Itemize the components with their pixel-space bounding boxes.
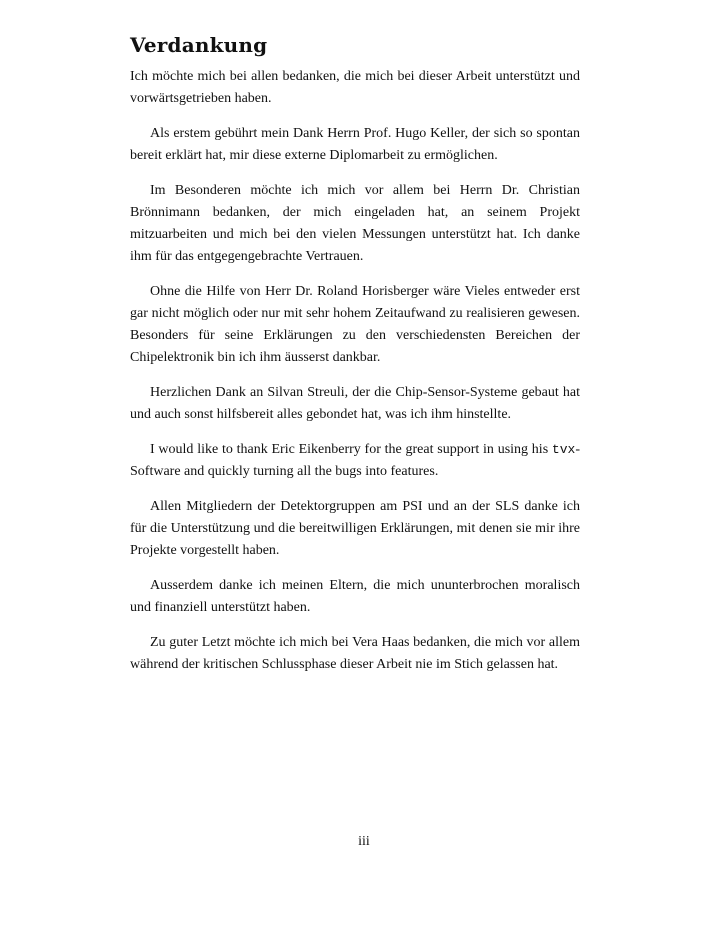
- paragraph-parents: Ausserdem danke ich meinen Eltern, die mich ununterbrochen moralisch und finanziell unterstützt haben.: [130, 578, 580, 615]
- paragraph-eikenberry: [130, 439, 580, 483]
- paragraph-haas: Zu guter Letzt möchte ich mich bei Vera Haas bedanken, die mich vor allem während der kritischen Schlussphase dieser Arbeit nie im Stich gelassen hat.: [130, 635, 580, 672]
- paragraph-horisberger: Ohne die Hilfe von Herr Dr. Roland Horisberger wäre Vieles entweder erst gar nicht möglich oder nur mit sehr hohem Zeitaufwand zu realisieren gewesen. Besonders für seine Erklärungen zu den verschiedensten Bereichen der Chipelektronik bin ich ihm äusserst dankbar.: [130, 284, 580, 365]
- paragraph-eikenberry-text-before: I would like to thank Eric Eikenberry for the great support in using his: [150, 442, 552, 457]
- document-page: [130, 28, 580, 676]
- software-name: tvx: [551, 442, 576, 457]
- paragraph-detector-groups: Allen Mitgliedern der Detektorgruppen am PSI und an der SLS danke ich für die Unterstützung und die bereitwilligen Erklärungen, mit denen sie mir ihre Projekte vorgestellt haben.: [130, 499, 580, 558]
- paragraph-keller: Als erstem gebührt mein Dank Herrn Prof. Hugo Keller, der sich so spontan bereit erklärt hat, mir diese externe Diplomarbeit zu ermöglichen.: [130, 126, 580, 163]
- paragraph-streuli: Herzlichen Dank an Silvan Streuli, der die Chip-Sensor-Systeme gebaut hat und auch sonst hilfsbereit alles gebondet hat, was ich ihm hinstellte.: [130, 385, 580, 422]
- page-number: iii: [358, 834, 370, 849]
- section-heading: Verdankung: [130, 33, 268, 57]
- paragraph-eikenberry-text-after: -Software and quickly turning all the bugs into features.: [130, 442, 580, 479]
- paragraph-broennimann: Im Besonderen möchte ich mich vor allem bei Herrn Dr. Christian Brönnimann bedanken, der mich eingeladen hat, an seinem Projekt mitzuarbeiten und mich bei den vielen Messungen unterstützt hat. Ich danke ihm für das entgegengebrachte Vertrauen.: [130, 183, 580, 264]
- paragraph-intro: Ich möchte mich bei allen bedanken, die mich bei dieser Arbeit unterstützt und vorwärtsgetrieben haben.: [130, 69, 580, 106]
